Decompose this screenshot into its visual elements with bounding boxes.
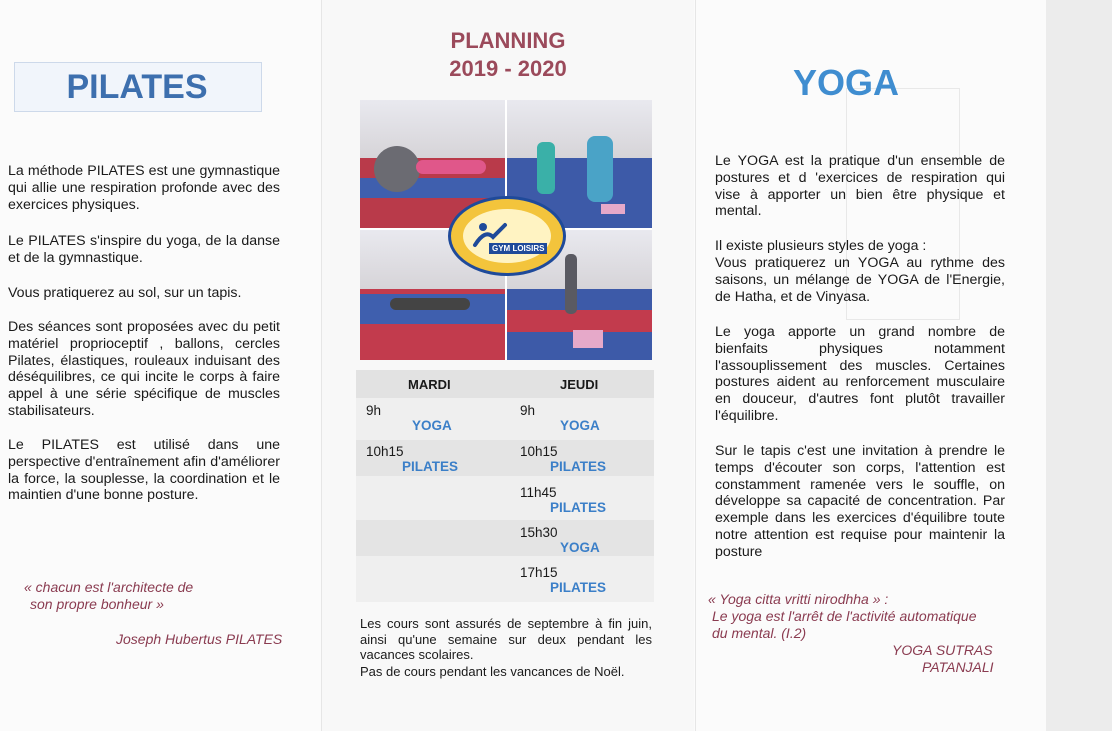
mardi-time: 10h15 bbox=[366, 444, 404, 459]
mardi-class: YOGA bbox=[412, 418, 452, 433]
right-margin-bar bbox=[1046, 0, 1112, 731]
jeudi-class: YOGA bbox=[560, 418, 600, 433]
pilates-panel bbox=[0, 0, 320, 731]
planning-panel bbox=[322, 0, 694, 731]
schedule-table bbox=[356, 370, 654, 602]
yoga-paragraph: Sur le tapis c'est une invitation à prendre le temps d'écouter son corps, l'attention est constamment ramenée vers le souffle, on développe sa capacité de concentration. Par exemple dans les exercices d'équilibre toute notre attention est requise pour maintenir la posture bbox=[715, 443, 1005, 560]
pilates-paragraph: Le PILATES s'inspire du yoga, de la danse et de la gymnastique. bbox=[8, 233, 280, 266]
yoga-quote-source: YOGA SUTRAS bbox=[892, 642, 993, 658]
yoga-paragraph: Le YOGA est la pratique d'un ensemble de postures et d 'exercices de respiration qui vise à apporter un bien être physique et mental. bbox=[715, 153, 1005, 220]
pilates-title: PILATES bbox=[66, 68, 208, 106]
jeudi-class: PILATES bbox=[550, 580, 607, 595]
pilates-paragraph: La méthode PILATES est une gymnastique qui allie une respiration profonde avec des exercices physiques. bbox=[8, 163, 280, 213]
jeudi-time: 15h30 bbox=[520, 525, 558, 540]
planning-title: PLANNING bbox=[450, 28, 566, 53]
yoga-panel bbox=[696, 0, 1046, 731]
mardi-class: PILATES bbox=[402, 459, 459, 474]
yoga-quote-line: « Yoga citta vritti nirodhha » : bbox=[708, 591, 889, 607]
logo-label: GYM LOISIRS bbox=[489, 243, 547, 254]
yoga-quote-source: PATANJALI bbox=[922, 659, 994, 675]
mardi-time: 9h bbox=[366, 403, 382, 418]
holiday-note: Pas de cours pendant les vancances de Noël. bbox=[360, 664, 625, 679]
pilates-quote-author: Joseph Hubertus PILATES bbox=[116, 631, 283, 647]
yoga-quote-line: Le yoga est l'arrêt de l'activité automatique bbox=[712, 608, 977, 624]
pilates-paragraph: Des séances sont proposées avec du petit matériel proprioceptif , ballons, cercles Pilates, élastiques, rouleaux induisant des déséquilibres, ce qui incite le corps à faire appel à une série spécifique de muscles stabilisateurs. bbox=[8, 319, 280, 419]
jeudi-class: YOGA bbox=[560, 540, 600, 555]
yoga-paragraph: Le yoga apporte un grand nombre de bienfaits physiques notamment l'assouplissement des muscles. Certaines postures aident au renforcement musculaire en douceur, d'autres font plutôt travailler l'équilibre. bbox=[715, 324, 1005, 424]
jeudi-class: PILATES bbox=[550, 500, 607, 515]
pilates-paragraph: Vous pratiquerez au sol, sur un tapis. bbox=[8, 285, 242, 301]
yoga-quote-line: du mental. (I.2) bbox=[712, 625, 807, 641]
yoga-paragraph: Vous pratiquerez un YOGA au rythme des saisons, un mélange de YOGA de l'Energie, de Hatha, et de Vinyasa. bbox=[715, 255, 1005, 305]
jeudi-time: 11h45 bbox=[520, 485, 557, 500]
yoga-paragraph: Il existe plusieurs styles de yoga : bbox=[715, 238, 927, 254]
pilates-quote-line: « chacun est l'architecte de bbox=[24, 579, 194, 595]
photo-collage bbox=[360, 100, 652, 360]
jeudi-time: 10h15 bbox=[520, 444, 558, 459]
pilates-paragraph: Le PILATES est utilisé dans une perspective d'entraînement afin d'améliorer la force, la souplesse, la coordination et le maintien d'une bonne posture. bbox=[8, 437, 280, 504]
day-mardi: MARDI bbox=[408, 377, 451, 392]
yoga-title: YOGA bbox=[792, 62, 899, 103]
planning-years: 2019 - 2020 bbox=[449, 56, 567, 81]
jeudi-time: 9h bbox=[520, 403, 536, 418]
gym-loisirs-logo bbox=[448, 196, 566, 276]
schedule-note: Les cours sont assurés de septembre à fin juin, ainsi qu'une semaine sur deux pendant les vacances scolaires. bbox=[360, 616, 652, 662]
pilates-quote-line: son propre bonheur » bbox=[30, 596, 164, 612]
schedule-header bbox=[356, 370, 654, 398]
jeudi-class: PILATES bbox=[550, 459, 607, 474]
jeudi-time: 17h15 bbox=[520, 565, 558, 580]
day-jeudi: JEUDI bbox=[560, 377, 599, 392]
